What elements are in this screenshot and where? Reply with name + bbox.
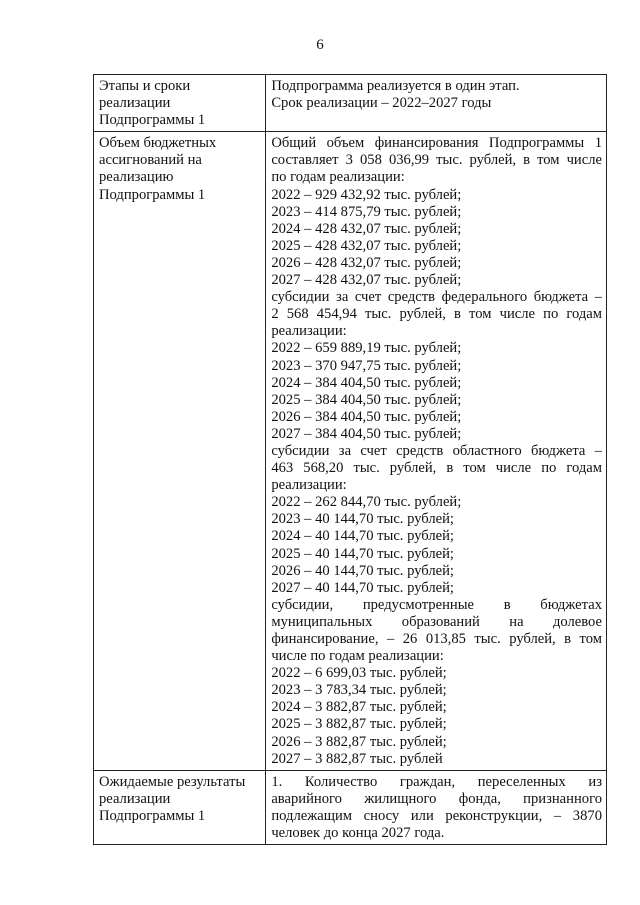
value-line: 463 568,20 тыс. рублей, в том числе по годам [271,460,602,477]
label-line: Подпрограммы 1 [99,807,206,824]
program-passport-table [93,74,607,845]
value-line: 1. Количество граждан, переселенных из [271,773,602,790]
value-line: субсидии за счет средств федерального бюджета – [271,289,602,306]
page-number: 6 [316,37,324,53]
table-row [94,132,607,770]
value-line: 2024 – 384 404,50 тыс. рублей; [271,374,462,391]
value-line: 2025 – 3 882,87 тыс. рублей; [271,716,447,733]
value-line: 2 568 454,94 тыс. рублей, в том числе по годам [271,306,602,323]
label-line: реализации [99,95,171,112]
value-line: 2022 – 6 699,03 тыс. рублей; [271,665,447,682]
row-value-budget [266,132,607,770]
value-line: 2025 – 428 432,07 тыс. рублей; [271,237,462,254]
value-line: 2027 – 384 404,50 тыс. рублей; [271,425,462,442]
row-value-stages [266,75,607,132]
value-line: 2024 – 428 432,07 тыс. рублей; [271,220,462,237]
value-line: 2026 – 384 404,50 тыс. рублей; [271,408,462,425]
value-line: 2027 – 428 432,07 тыс. рублей; [271,272,462,289]
value-line: человек до конца 2027 года. [271,825,445,842]
value-line: аварийного жилищного фонда, признанного [271,790,602,807]
value-line: 2026 – 3 882,87 тыс. рублей; [271,733,447,750]
label-line: Ожидаемые результаты [99,773,246,790]
value-line: 2026 – 428 432,07 тыс. рублей; [271,254,462,271]
row-label-results [94,770,266,844]
value-line: Срок реализации – 2022–2027 годы [271,95,492,112]
label-line: реализацию [99,169,174,186]
value-line: 2025 – 40 144,70 тыс. рублей; [271,545,454,562]
value-line: Подпрограмма реализуется в один этап. [271,78,520,94]
value-line: 2027 – 3 882,87 тыс. рублей [271,750,443,767]
value-line: муниципальных образований на долевое [271,613,602,630]
value-line: 2022 – 929 432,92 тыс. рублей; [271,186,462,203]
value-line: 2023 – 40 144,70 тыс. рублей; [271,511,454,528]
label-line: Подпрограммы 1 [99,112,206,129]
value-line: подлежащим сносу или реконструкции, – 3870 [271,807,602,824]
row-value-results [266,770,607,844]
value-line: 2024 – 40 144,70 тыс. рублей; [271,528,454,545]
label-line: Подпрограммы 1 [99,186,206,203]
value-line: субсидии за счет средств областного бюджета – [271,442,602,459]
row-label-stages [94,75,266,132]
value-line: 2022 – 659 889,19 тыс. рублей; [271,340,462,357]
value-line: 2024 – 3 882,87 тыс. рублей; [271,699,447,716]
value-line: 2022 – 262 844,70 тыс. рублей; [271,494,462,511]
value-line: 2023 – 3 783,34 тыс. рублей; [271,682,447,699]
value-line: составляет 3 058 036,99 тыс. рублей, в том числе [271,152,602,169]
value-line: 2023 – 414 875,79 тыс. рублей; [271,203,462,220]
value-line: числе по годам реализации: [271,648,444,665]
value-line: 2026 – 40 144,70 тыс. рублей; [271,562,454,579]
value-line: 2025 – 384 404,50 тыс. рублей; [271,391,462,408]
value-line: финансирование, – 26 013,85 тыс. рублей, в том [271,631,602,647]
value-line: Общий объем финансирования Подпрограммы 1 [271,135,602,152]
table-row [94,75,607,132]
value-line: реализации: [271,477,347,494]
value-line: реализации: [271,323,347,340]
value-line: 2023 – 370 947,75 тыс. рублей; [271,357,462,374]
table-row [94,770,607,844]
value-line: по годам реализации: [271,169,405,186]
value-line: субсидии, предусмотренные в бюджетах [271,596,602,613]
label-line: Объем бюджетных [99,135,217,152]
label-line: ассигнований на [99,152,202,169]
value-line: 2027 – 40 144,70 тыс. рублей; [271,579,454,596]
label-line: реализации [99,790,171,807]
row-label-budget [94,132,266,770]
label-line: Этапы и сроки [99,78,191,94]
